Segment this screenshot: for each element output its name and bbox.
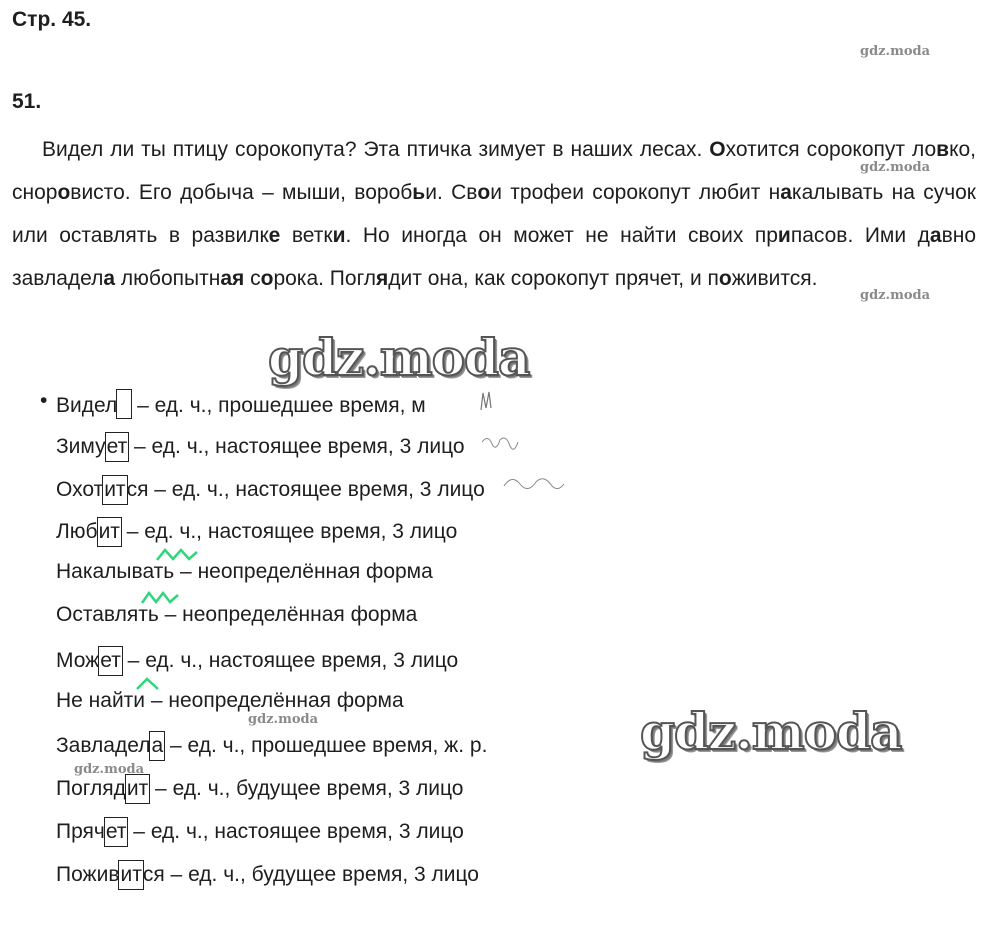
verb-description: – ед. ч., настоящее время, 3 лицо [127, 820, 464, 843]
highlighted-letter: а [929, 224, 942, 247]
bullet: • [40, 389, 48, 412]
highlighted-letter: а [103, 267, 116, 290]
verb-stem: Погляд [56, 777, 126, 801]
highlighted-letter: ая [220, 267, 245, 290]
verb-description: – неопределённая форма [158, 603, 418, 626]
verb-description: – ед. ч., прошедшее время, ж. р. [164, 734, 488, 758]
text-run: . Но иногда он может не найти своих пр [345, 224, 778, 247]
verb-stem: Люб [56, 520, 98, 544]
verb-description: – неопределённая форма [174, 560, 433, 584]
verb-description: – ед. ч., настоящее время, 3 лицо [121, 648, 459, 672]
scribble-mark [478, 390, 494, 414]
highlighted-letter: я [376, 267, 389, 290]
highlighted-letter: и [777, 224, 791, 247]
verb-stem: Оставлять [56, 603, 159, 626]
text-run: калывать на сучок или оставлять в развилк [12, 181, 976, 247]
ending-box: ит [125, 774, 150, 804]
verb-stem: Пожив [56, 862, 120, 886]
verb-analysis-line [56, 731, 487, 761]
highlighted-letter: ь [412, 181, 426, 204]
text-run: рока. Погл [273, 267, 377, 290]
verb-description: – ед. ч., прошедшее время, м [131, 394, 426, 417]
verb-analysis-line [56, 860, 479, 890]
highlighted-letter: О [709, 138, 726, 161]
verb-description: – ед. ч., настоящее время, 3 лицо [120, 520, 458, 544]
verb-analysis-line [56, 689, 404, 713]
verb-analysis-line [56, 517, 457, 547]
verb-stem: Мож [56, 648, 100, 672]
text-run: с [244, 267, 261, 290]
verb-description: – неопределённая форма [145, 688, 404, 712]
verb-analysis-line [56, 646, 458, 676]
verb-stem: Зиму [56, 434, 106, 458]
text-run: Видел ли ты птицу сорокопута? Эта птичка зимует в наших лесах. [42, 138, 710, 161]
text-run: висто. Его добыча – мыши, вороб [70, 181, 413, 204]
text-run: и. Св [425, 181, 478, 204]
verb-description: – ед. ч., будущее время, 3 лицо [149, 777, 464, 801]
verb-analysis-line [56, 389, 426, 419]
exercise-text [12, 128, 976, 300]
verb-stem: Пряч [56, 820, 105, 843]
watermark-small: gdz.moda [860, 288, 931, 303]
text-run: вно завладел [12, 224, 977, 290]
scribble-mark [500, 472, 566, 498]
verb-description: ся – ед. ч., будущее время, 3 лицо [142, 862, 479, 886]
verb-stem: Завладел [56, 734, 151, 758]
ending-box: а [149, 731, 165, 761]
verb-analysis-line [56, 475, 485, 505]
verb-stem: Видел [56, 394, 118, 417]
ending-box: ет [98, 646, 123, 676]
watermark-small: gdz.moda [860, 44, 931, 59]
verb-stem: Накалывать [56, 560, 175, 584]
verb-analysis-line [56, 817, 464, 847]
verb-description: – ед. ч., настоящее время, 3 лицо [128, 434, 465, 458]
verb-analysis-line [56, 774, 463, 804]
ending-box: ит [102, 475, 127, 505]
text-run: живится. [731, 267, 818, 290]
scribble-mark [478, 432, 522, 458]
text-run: ветк [280, 224, 333, 247]
ending-box: ет [105, 432, 130, 462]
suffix-mark-nakalyvat [155, 546, 199, 562]
watermark-big: gdz.moda [640, 702, 902, 761]
highlighted-letter: о [718, 267, 732, 290]
highlighted-letter: е [268, 224, 281, 247]
verb-analysis-line [56, 603, 417, 627]
exercise-number: 51. [12, 90, 42, 113]
highlighted-letter: а [780, 181, 792, 204]
ending-box: ит [97, 517, 122, 547]
ending-box: ит [118, 860, 143, 890]
ending-box [116, 389, 132, 419]
watermark-small: gdz.moda [860, 160, 931, 175]
watermark-small: gdz.moda [74, 762, 145, 777]
text-run: хотится сорокопут ло [725, 138, 937, 161]
highlighted-letter: о [260, 267, 274, 290]
verb-stem: Не найти [56, 688, 146, 712]
text-run: любопытн [115, 267, 221, 290]
suffix-mark-ostavlyat [140, 589, 180, 605]
verb-analysis-line [56, 560, 433, 584]
highlighted-letter: в [936, 138, 950, 161]
verb-analysis-line [56, 432, 465, 462]
highlighted-letter: о [477, 181, 491, 204]
text-run: пасов. Ими д [790, 224, 930, 247]
verb-stem: Охот [56, 477, 104, 501]
text-run: и трофеи сорокопут любит н [490, 181, 781, 204]
text-run: дит она, как сорокопут прячет, и п [388, 267, 719, 290]
highlighted-letter: о [57, 181, 71, 204]
page-number: Стр. 45. [12, 8, 92, 31]
highlighted-letter: и [332, 224, 346, 247]
suffix-mark-nayti [134, 676, 162, 692]
text-run: ко, снор [12, 138, 976, 204]
ending-box: ет [104, 817, 129, 847]
watermark-big: gdz.moda [268, 328, 530, 387]
watermark-small: gdz.moda [248, 712, 319, 727]
verb-description: ся – ед. ч., настоящее время, 3 лицо [126, 477, 485, 501]
